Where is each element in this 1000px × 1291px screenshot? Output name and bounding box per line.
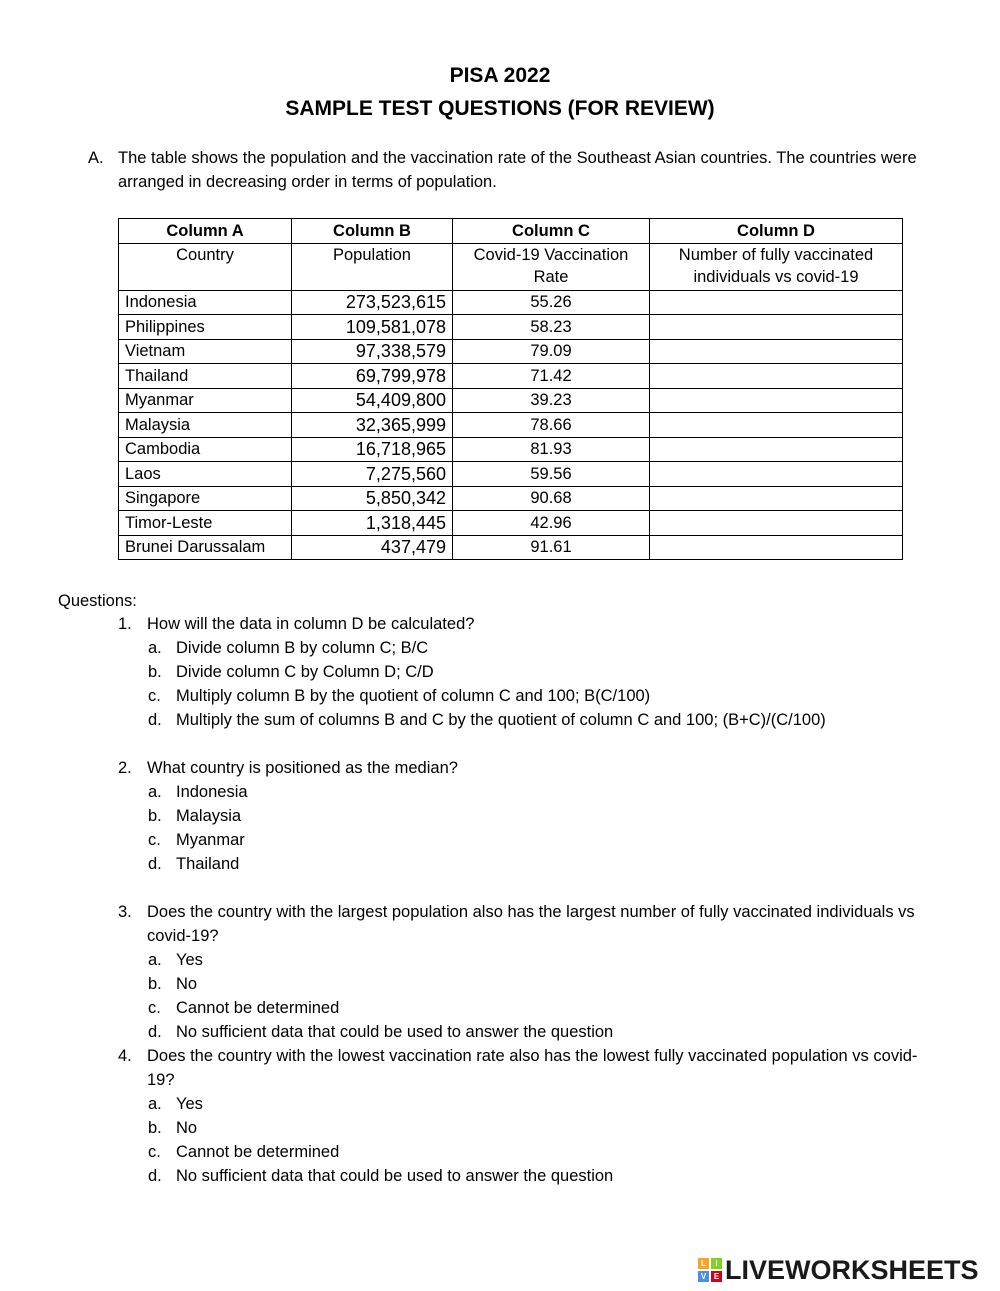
option-text: Malaysia: [176, 807, 242, 825]
question-4: [118, 1044, 938, 1188]
population-cell: 1,318,445: [292, 511, 453, 536]
question-number: 1.: [118, 615, 132, 633]
rate-cell: 59.56: [453, 462, 650, 487]
vaccinated-cell: [650, 339, 903, 364]
option-letter: d.: [148, 1167, 162, 1185]
intro-marker: A.: [88, 149, 104, 167]
vaccinated-cell: [650, 535, 903, 560]
rate-cell: 58.23: [453, 315, 650, 340]
subheader-vaccinated: Number of fully vaccinated individuals vs covid-19: [650, 243, 903, 290]
option-letter: d.: [148, 855, 162, 873]
country-cell: Cambodia: [119, 437, 292, 462]
question-text: How will the data in column D be calculated?: [147, 615, 475, 633]
question-text-row: [118, 1044, 938, 1092]
logo-square: I: [711, 1258, 722, 1269]
country-cell: Philippines: [119, 315, 292, 340]
answer-option: [148, 972, 938, 996]
option-text: Yes: [176, 1095, 203, 1113]
option-text: Divide column B by column C; B/C: [176, 639, 429, 657]
answer-option: [148, 1140, 938, 1164]
subheader-rate: Covid-19 Vaccination Rate: [453, 243, 650, 290]
answer-option: [148, 996, 938, 1020]
answer-option: [148, 636, 938, 660]
intro-text: The table shows the population and the vaccination rate of the Southeast Asian countries. The countries were arranged in decreasing order in terms of population.: [118, 149, 917, 191]
option-text: No: [176, 975, 198, 993]
table-row: [119, 315, 903, 340]
question-text-row: [118, 900, 938, 948]
rate-cell: 71.42: [453, 364, 650, 389]
option-text: Cannot be determined: [176, 1143, 340, 1161]
answer-option: [148, 852, 938, 876]
question-3: [118, 900, 938, 1044]
table-row: [119, 535, 903, 560]
vaccinated-cell: [650, 486, 903, 511]
table-header-row: [119, 219, 903, 244]
option-letter: b.: [148, 975, 162, 993]
option-letter: b.: [148, 807, 162, 825]
answer-option: [148, 660, 938, 684]
table-subheader-row: [119, 243, 903, 290]
header-column-c: Column C: [453, 219, 650, 244]
vaccinated-cell: [650, 437, 903, 462]
country-cell: Laos: [119, 462, 292, 487]
table-row: [119, 462, 903, 487]
option-letter: a.: [148, 1095, 162, 1113]
question-text: Does the country with the largest population also has the largest number of fully vaccinated individuals vs covid-19?: [147, 903, 915, 945]
vaccinated-cell: [650, 290, 903, 315]
option-letter: d.: [148, 1023, 162, 1041]
logo-square: E: [711, 1271, 722, 1282]
option-text: No: [176, 1119, 198, 1137]
header-column-b: Column B: [292, 219, 453, 244]
option-letter: c.: [148, 687, 161, 705]
country-cell: Malaysia: [119, 413, 292, 438]
question-number: 3.: [118, 903, 132, 921]
rate-cell: 55.26: [453, 290, 650, 315]
option-letter: a.: [148, 951, 162, 969]
table-row: [119, 413, 903, 438]
option-letter: d.: [148, 711, 162, 729]
option-text: Multiply column B by the quotient of column C and 100; B(C/100): [176, 687, 651, 705]
header-column-d: Column D: [650, 219, 903, 244]
option-letter: a.: [148, 783, 162, 801]
page-title: PISA 2022: [449, 64, 551, 87]
option-text: Indonesia: [176, 783, 248, 801]
option-text: No sufficient data that could be used to answer the question: [176, 1167, 614, 1185]
country-cell: Thailand: [119, 364, 292, 389]
option-text: Thailand: [176, 855, 240, 873]
intro-paragraph: [88, 146, 958, 194]
population-cell: 97,338,579: [292, 339, 453, 364]
logo-icon: [698, 1258, 722, 1282]
subheader-country: Country: [119, 243, 292, 290]
table-row: [119, 339, 903, 364]
liveworksheets-logo: [698, 1255, 979, 1285]
rate-cell: 91.61: [453, 535, 650, 560]
vaccinated-cell: [650, 413, 903, 438]
option-text: Divide column C by Column D; C/D: [176, 663, 434, 681]
answer-option: [148, 1092, 938, 1116]
population-cell: 54,409,800: [292, 388, 453, 413]
table-row: [119, 486, 903, 511]
vaccinated-cell: [650, 511, 903, 536]
country-cell: Brunei Darussalam: [119, 535, 292, 560]
logo-square: V: [698, 1271, 709, 1282]
country-cell: Myanmar: [119, 388, 292, 413]
answer-option: [148, 1116, 938, 1140]
logo-text: LIVEWORKSHEETS: [725, 1254, 979, 1285]
header-column-a: Column A: [119, 219, 292, 244]
rate-cell: 78.66: [453, 413, 650, 438]
table-row: [119, 388, 903, 413]
population-cell: 32,365,999: [292, 413, 453, 438]
table-row: [119, 290, 903, 315]
question-number: 2.: [118, 759, 132, 777]
answer-option: [148, 780, 938, 804]
answer-option: [148, 948, 938, 972]
option-text: Cannot be determined: [176, 999, 340, 1017]
population-cell: 69,799,978: [292, 364, 453, 389]
country-cell: Vietnam: [119, 339, 292, 364]
answer-option: [148, 1020, 938, 1044]
question-list: [118, 612, 938, 1188]
option-letter: b.: [148, 1119, 162, 1137]
population-cell: 109,581,078: [292, 315, 453, 340]
country-cell: Singapore: [119, 486, 292, 511]
logo-square: L: [698, 1258, 709, 1269]
option-text: Myanmar: [176, 831, 245, 849]
option-text: No sufficient data that could be used to answer the question: [176, 1023, 614, 1041]
option-text: Yes: [176, 951, 203, 969]
question-text-row: [118, 612, 938, 636]
option-letter: c.: [148, 831, 161, 849]
question-number: 4.: [118, 1047, 132, 1065]
population-cell: 7,275,560: [292, 462, 453, 487]
population-cell: 273,523,615: [292, 290, 453, 315]
rate-cell: 90.68: [453, 486, 650, 511]
subheader-population: Population: [292, 243, 453, 290]
question-2: [118, 756, 938, 876]
option-letter: a.: [148, 639, 162, 657]
population-cell: 5,850,342: [292, 486, 453, 511]
answer-option: [148, 708, 938, 732]
rate-cell: 81.93: [453, 437, 650, 462]
table-row: [119, 364, 903, 389]
rate-cell: 79.09: [453, 339, 650, 364]
question-text-row: [118, 756, 938, 780]
answer-option: [148, 804, 938, 828]
question-text: What country is positioned as the median?: [147, 759, 458, 777]
vaccinated-cell: [650, 364, 903, 389]
answer-option: [148, 1164, 938, 1188]
vaccinated-cell: [650, 462, 903, 487]
table-row: [119, 437, 903, 462]
table-body: [119, 290, 903, 560]
country-cell: Indonesia: [119, 290, 292, 315]
page-subtitle: SAMPLE TEST QUESTIONS (FOR REVIEW): [285, 97, 715, 120]
country-cell: Timor-Leste: [119, 511, 292, 536]
vaccinated-cell: [650, 388, 903, 413]
option-text: Multiply the sum of columns B and C by the quotient of column C and 100; (B+C)/(C/100): [176, 711, 826, 729]
questions-label: Questions:: [58, 592, 137, 610]
option-letter: b.: [148, 663, 162, 681]
population-table: [118, 218, 903, 560]
table-row: [119, 511, 903, 536]
option-letter: c.: [148, 999, 161, 1017]
vaccinated-cell: [650, 315, 903, 340]
rate-cell: 39.23: [453, 388, 650, 413]
population-cell: 16,718,965: [292, 437, 453, 462]
question-text: Does the country with the lowest vaccination rate also has the lowest fully vaccinated population vs covid-19?: [147, 1047, 918, 1089]
question-1: [118, 612, 938, 732]
answer-option: [148, 684, 938, 708]
option-letter: c.: [148, 1143, 161, 1161]
rate-cell: 42.96: [453, 511, 650, 536]
population-cell: 437,479: [292, 535, 453, 560]
answer-option: [148, 828, 938, 852]
